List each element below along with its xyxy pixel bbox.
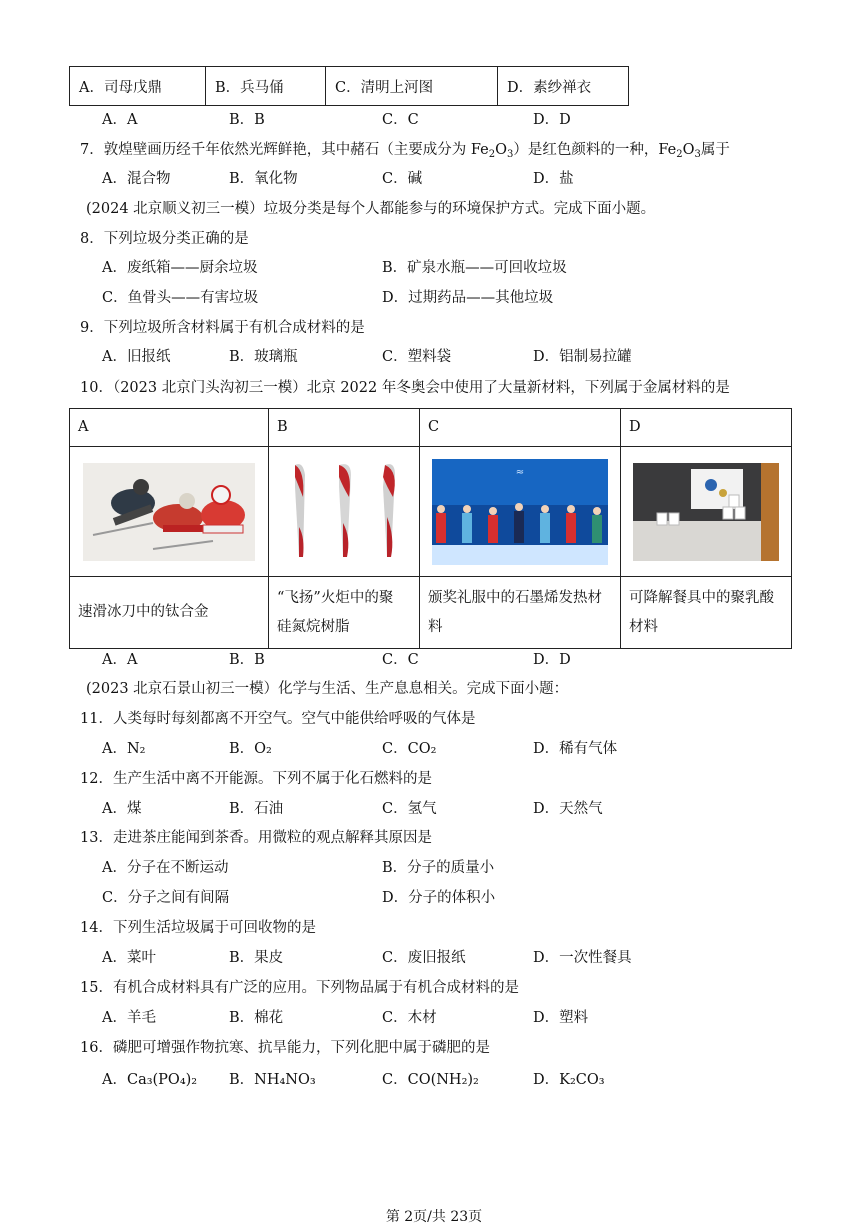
option[interactable]: C．分子之间有间隔	[102, 890, 230, 906]
option[interactable]: B．石油	[229, 801, 284, 817]
section-intro	[0, 197, 868, 221]
q10-options	[0, 648, 868, 672]
option[interactable]: D．K₂CO₃	[533, 1072, 605, 1088]
option[interactable]: B．果皮	[229, 950, 284, 966]
option[interactable]: A．煤	[102, 801, 142, 817]
option[interactable]: D．塑料	[533, 1010, 589, 1026]
q6-options	[0, 108, 868, 132]
option[interactable]: C．C	[382, 112, 419, 128]
table-cell: D．素纱禅衣	[498, 67, 629, 106]
option[interactable]: C．氢气	[382, 801, 437, 817]
table-header: C	[420, 409, 621, 447]
caption-cell	[70, 577, 269, 649]
q8-options-row2	[0, 286, 868, 310]
tableware-image	[633, 463, 779, 561]
question-13	[0, 826, 868, 850]
image-cell	[621, 447, 792, 577]
option[interactable]: D．一次性餐具	[533, 950, 632, 966]
option[interactable]: D．D	[533, 652, 571, 668]
option[interactable]: D．天然气	[533, 801, 603, 817]
q13-options-row2	[0, 886, 868, 910]
question-14	[0, 916, 868, 940]
caption-cell	[269, 577, 420, 649]
image-cell	[420, 447, 621, 577]
option[interactable]: D．分子的体积小	[382, 890, 496, 906]
q9-options	[0, 345, 868, 369]
question-text: 14．下列生活垃圾属于可回收物的是	[80, 920, 316, 936]
option[interactable]: A．菜叶	[102, 950, 156, 966]
caption-line: 料	[428, 618, 443, 635]
option[interactable]: B．B	[229, 652, 265, 668]
caption-line: 可降解餐具中的聚乳酸	[629, 589, 774, 606]
caption-line: “飞扬”火炬中的聚	[277, 589, 394, 606]
image-cell	[70, 447, 269, 577]
option[interactable]: C．木材	[382, 1010, 437, 1026]
table-cell: A．司母戊鼎	[70, 67, 206, 106]
option[interactable]: A．N₂	[102, 741, 146, 757]
caption-cell	[621, 577, 792, 649]
question-10	[0, 376, 868, 400]
question-text: 12．生产生活中离不开能源。下列不属于化石燃料的是	[80, 771, 432, 787]
option[interactable]: C．碱	[382, 171, 423, 187]
materials-table	[69, 408, 792, 649]
option[interactable]: D．D	[533, 112, 571, 128]
question-12	[0, 767, 868, 791]
table-header: D	[621, 409, 792, 447]
table-cell: B．兵马俑	[206, 67, 326, 106]
option[interactable]: B．矿泉水瓶——可回收垃圾	[382, 260, 567, 276]
option[interactable]: A．A	[102, 652, 138, 668]
option[interactable]: B．O₂	[229, 741, 272, 757]
option[interactable]: B．棉花	[229, 1010, 284, 1026]
caption-cell	[420, 577, 621, 649]
speed-skating-image	[83, 463, 255, 561]
question-text: 7．敦煌壁画历经千年依然光辉鲜艳，其中赭石（主要成分为 $Fe_2O_3$）是红色颜料的一种，$Fe_2O_3$属于	[80, 142, 730, 160]
q7-options	[0, 167, 868, 191]
question-text: 9．下列垃圾所含材料属于有机合成材料的是	[80, 320, 365, 336]
svg-text:≈: ≈	[515, 466, 525, 478]
option[interactable]: B．氧化物	[229, 171, 298, 187]
q13-options-row1	[0, 856, 868, 880]
option[interactable]: A．旧报纸	[102, 349, 171, 365]
q8-options-row1	[0, 256, 868, 280]
option[interactable]: A．羊毛	[102, 1010, 156, 1026]
section-intro	[0, 677, 868, 701]
page-footer: 第 2页/共 23页	[385, 1209, 483, 1225]
option[interactable]: D．铝制易拉罐	[533, 349, 632, 365]
question-text: 16．磷肥可增强作物抗寒、抗旱能力，下列化肥中属于磷肥的是	[80, 1040, 490, 1056]
option[interactable]: C．塑料袋	[382, 349, 452, 365]
option[interactable]: C．CO(NH₂)₂	[382, 1072, 479, 1088]
question-text: 8．下列垃圾分类正确的是	[80, 231, 249, 247]
question-7	[0, 138, 868, 162]
q12-options	[0, 797, 868, 821]
question-15	[0, 976, 868, 1000]
image-cell	[269, 447, 420, 577]
q16-options	[0, 1068, 868, 1092]
question-text: 15．有机合成材料具有广泛的应用。下列物品属于有机合成材料的是	[80, 980, 519, 996]
option[interactable]: C．废旧报纸	[382, 950, 466, 966]
option[interactable]: A．Ca₃(PO₄)₂	[102, 1072, 198, 1088]
option[interactable]: B．B	[229, 112, 265, 128]
table-header: B	[269, 409, 420, 447]
option[interactable]: B．分子的质量小	[382, 860, 495, 876]
table-cell: C．清明上河图	[326, 67, 498, 106]
option[interactable]: C．CO₂	[382, 741, 437, 757]
option[interactable]: A．混合物	[102, 171, 171, 187]
caption-line: 材料	[629, 618, 658, 635]
option[interactable]: C．C	[382, 652, 419, 668]
intro-text: (2023 北京石景山初三一模）化学与生活、生产息息相关。完成下面小题：	[86, 681, 569, 697]
question-11	[0, 707, 868, 731]
q15-options	[0, 1006, 868, 1030]
question-text: 13．走进茶庄能闻到茶香。用微粒的观点解释其原因是	[80, 830, 432, 846]
q11-options	[0, 737, 868, 761]
option[interactable]: D．过期药品——其他垃圾	[382, 290, 554, 306]
option[interactable]: A．废纸箱——厨余垃圾	[102, 260, 258, 276]
question-9	[0, 316, 868, 340]
caption-line: 颁奖礼服中的石墨烯发热材	[428, 589, 602, 606]
option[interactable]: B．NH₄NO₃	[229, 1072, 316, 1088]
torch-image	[281, 457, 407, 567]
question-16	[0, 1036, 868, 1060]
option[interactable]: A．分子在不断运动	[102, 860, 229, 876]
intro-text: (2024 北京顺义初三一模）垃圾分类是每个人都能参与的环境保护方式。完成下面小题。	[86, 201, 656, 217]
q14-options	[0, 946, 868, 970]
table-header: A	[70, 409, 269, 447]
question-text: 10．（2023 北京门头沟初三一模）北京 2022 年冬奥会中使用了大量新材料，下列属于金属材料的是	[80, 380, 730, 396]
question-text: 11．人类每时每刻都离不开空气。空气中能供给呼吸的气体是	[80, 711, 476, 727]
question-8	[0, 227, 868, 251]
option[interactable]: C．鱼骨头——有害垃圾	[102, 290, 259, 306]
caption-line: 速滑冰刀中的钛合金	[78, 604, 209, 620]
award-ceremony-image	[432, 459, 608, 565]
option[interactable]: B．玻璃瓶	[229, 349, 298, 365]
caption-line: 硅氮烷树脂	[277, 618, 350, 635]
option[interactable]: D．稀有气体	[533, 741, 618, 757]
option[interactable]: A．A	[102, 112, 138, 128]
option[interactable]: D．盐	[533, 171, 574, 187]
top-options-table	[69, 66, 629, 106]
